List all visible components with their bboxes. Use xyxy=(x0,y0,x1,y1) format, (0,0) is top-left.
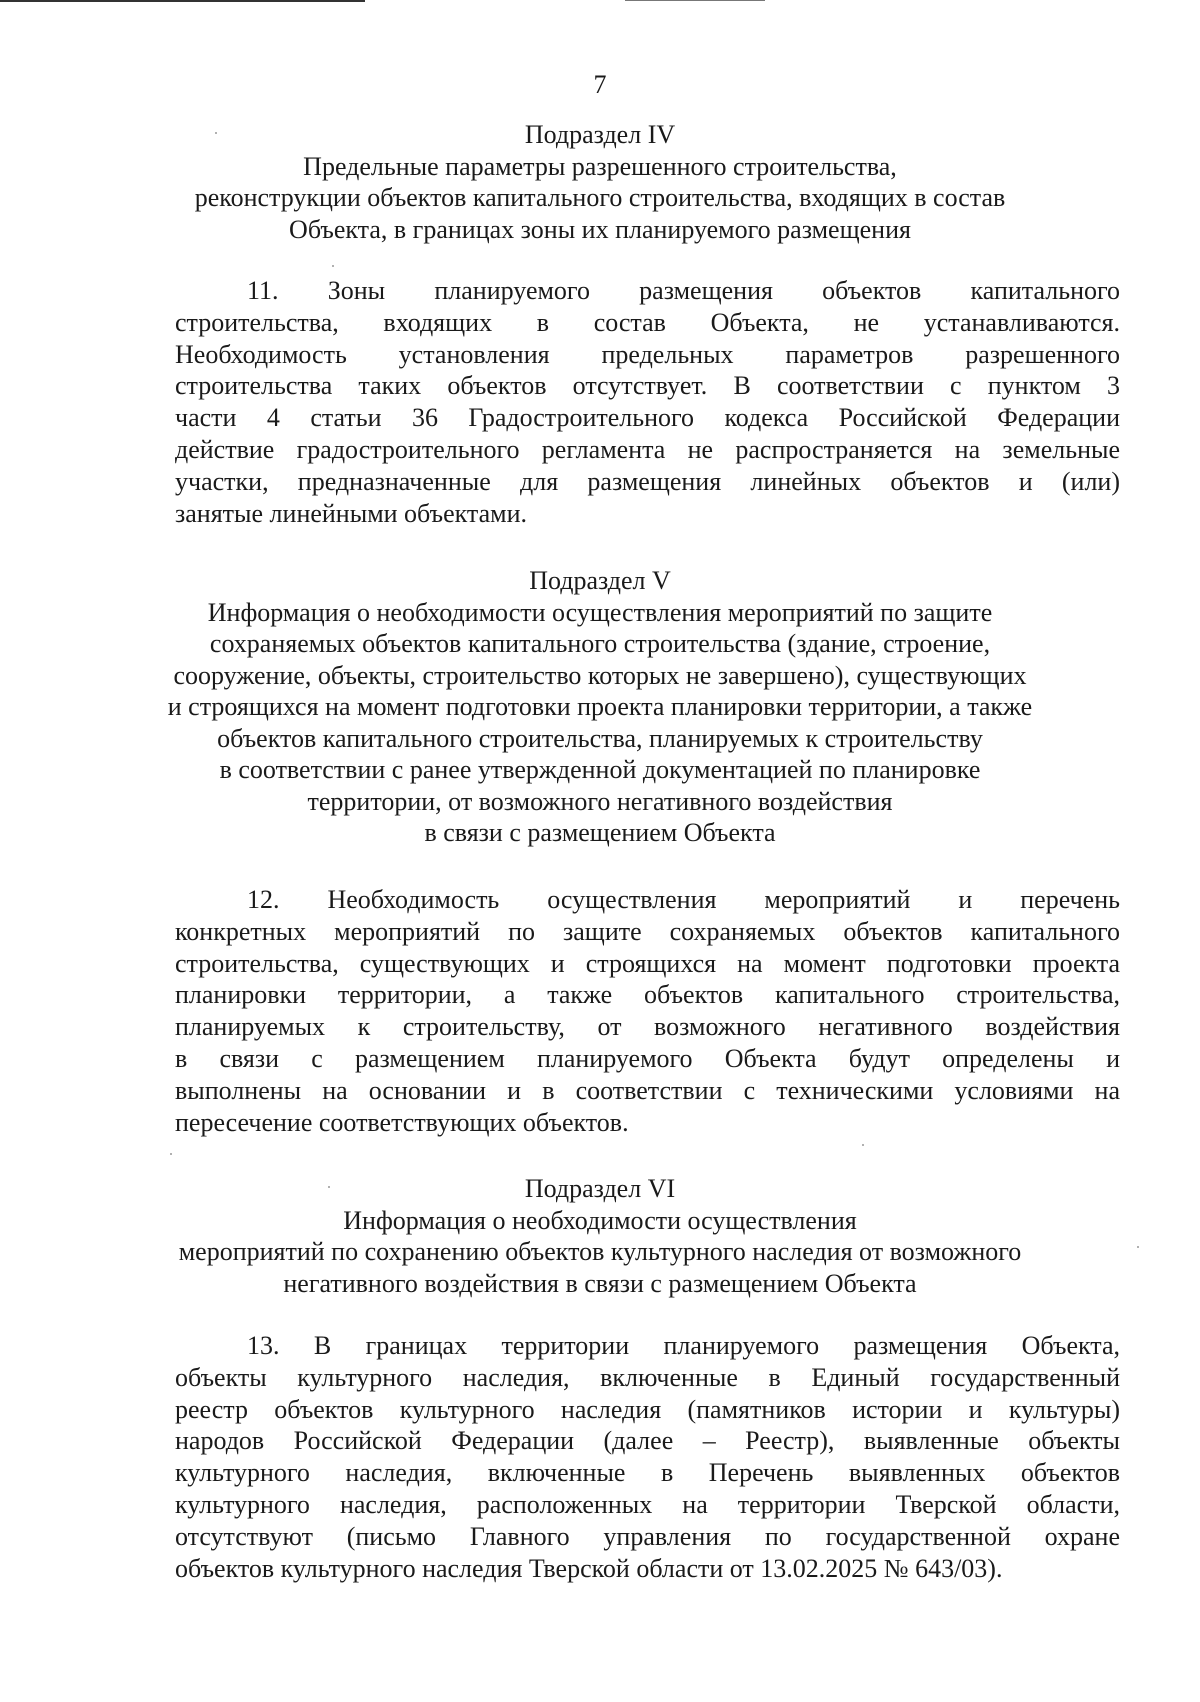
scan-edge-line-left xyxy=(0,0,365,2)
paragraph-line: действие градостроительного регламента не распространяется на земельные xyxy=(175,434,1120,464)
scan-edge-line-right xyxy=(625,0,765,1)
section-subtitle-line: сооружение, объекты, строительство которых не завершено), существующих xyxy=(173,660,1027,690)
paragraph-11 xyxy=(175,275,1120,529)
scan-speck xyxy=(170,1153,172,1155)
paragraph-line: реестр объектов культурного наследия (памятников истории и культуры) xyxy=(175,1394,1120,1424)
paragraph-line: 12. Необходимость осуществления мероприятий и перечень xyxy=(247,885,1120,914)
section-v-heading xyxy=(150,565,1050,849)
page-number: 7 xyxy=(593,70,607,99)
section-title: Подраздел VI xyxy=(524,1174,676,1203)
section-vi-heading xyxy=(150,1173,1050,1299)
section-subtitle-line: и строящихся на момент подготовки проекта планировки территории, а также xyxy=(167,692,1033,721)
section-subtitle-line: в связи с размещением Объекта xyxy=(424,818,776,847)
scan-speck xyxy=(1137,1246,1139,1248)
paragraph-line: строительства, входящих в состав Объекта, не устанавливаются. xyxy=(175,307,1120,337)
paragraph-line: народов Российской Федерации (далее – Реестр), выявленные объекты xyxy=(175,1426,1120,1456)
paragraph-line: пересечение соответствующих объектов. xyxy=(175,1107,629,1137)
paragraph-line: отсутствуют (письмо Главного управления по государственной охране xyxy=(175,1521,1120,1551)
paragraph-line: в связи с размещением планируемого Объекта будут определены и xyxy=(175,1043,1120,1073)
scan-speck xyxy=(332,265,334,267)
section-title: Подраздел IV xyxy=(524,120,676,149)
paragraph-line: объекты культурного наследия, включенные в Единый государственный xyxy=(175,1362,1120,1392)
section-subtitle-line: негативного воздействия в связи с размещением Объекта xyxy=(283,1268,917,1298)
section-iv-heading xyxy=(150,119,1050,245)
scan-speck xyxy=(862,1144,864,1146)
paragraph-line: объектов культурного наследия Тверской области от 13.02.2025 № 643/03). xyxy=(175,1553,1003,1583)
section-subtitle-line: Информация о необходимости осуществления мероприятий по защите xyxy=(207,597,993,627)
section-subtitle-line: мероприятий по сохранению объектов культурного наследия от возможного xyxy=(178,1237,1022,1266)
paragraph-12 xyxy=(175,884,1120,1138)
paragraph-line: части 4 статьи 36 Градостроительного кодекса Российской Федерации xyxy=(175,403,1120,433)
section-subtitle-line: объектов капитального строительства, планируемых к строительству xyxy=(217,723,983,753)
paragraph-13 xyxy=(175,1330,1120,1584)
section-subtitle-line: в соответствии с ранее утвержденной документацией по планировке xyxy=(219,755,981,784)
paragraph-line: 13. В границах территории планируемого размещения Объекта, xyxy=(247,1331,1120,1360)
section-subtitle-line: Информация о необходимости осуществления xyxy=(343,1205,857,1235)
paragraph-line: участки, предназначенные для размещения линейных объектов и (или) xyxy=(175,466,1120,496)
section-subtitle-line: территории, от возможного негативного воздействия xyxy=(307,786,893,816)
paragraph-line: планируемых к строительству, от возможного негативного воздействия xyxy=(175,1012,1120,1042)
paragraph-line: выполнены на основании и в соответствии с техническими условиями на xyxy=(175,1075,1120,1105)
paragraph-line: занятые линейными объектами. xyxy=(175,498,528,528)
paragraph-line: строительства таких объектов отсутствует. В соответствии с пунктом 3 xyxy=(175,371,1120,401)
section-subtitle-line: сохраняемых объектов капитального строительства (здание, строение, xyxy=(209,629,991,658)
paragraph-line: конкретных мероприятий по защите сохраняемых объектов капитального xyxy=(175,916,1120,946)
paragraph-line: 11. Зоны планируемого размещения объектов капитального xyxy=(247,276,1120,305)
section-subtitle-line: Объекта, в границах зоны их планируемого размещения xyxy=(289,214,911,244)
paragraph-line: культурного наследия, расположенных на территории Тверской области, xyxy=(175,1489,1120,1519)
paragraph-line: культурного наследия, включенные в Перечень выявленных объектов xyxy=(175,1458,1120,1488)
section-title: Подраздел V xyxy=(529,566,671,595)
scan-speck xyxy=(215,132,217,134)
paragraph-line: планировки территории, а также объектов капитального строительства, xyxy=(175,980,1120,1010)
paragraph-line: Необходимость установления предельных параметров разрешенного xyxy=(175,339,1120,369)
section-subtitle-line: Предельные параметры разрешенного строительства, xyxy=(303,151,897,181)
paragraph-line: строительства, существующих и строящихся на момент подготовки проекта xyxy=(175,948,1120,978)
section-subtitle-line: реконструкции объектов капитального строительства, входящих в состав xyxy=(194,183,1006,212)
scan-speck xyxy=(328,1186,330,1188)
